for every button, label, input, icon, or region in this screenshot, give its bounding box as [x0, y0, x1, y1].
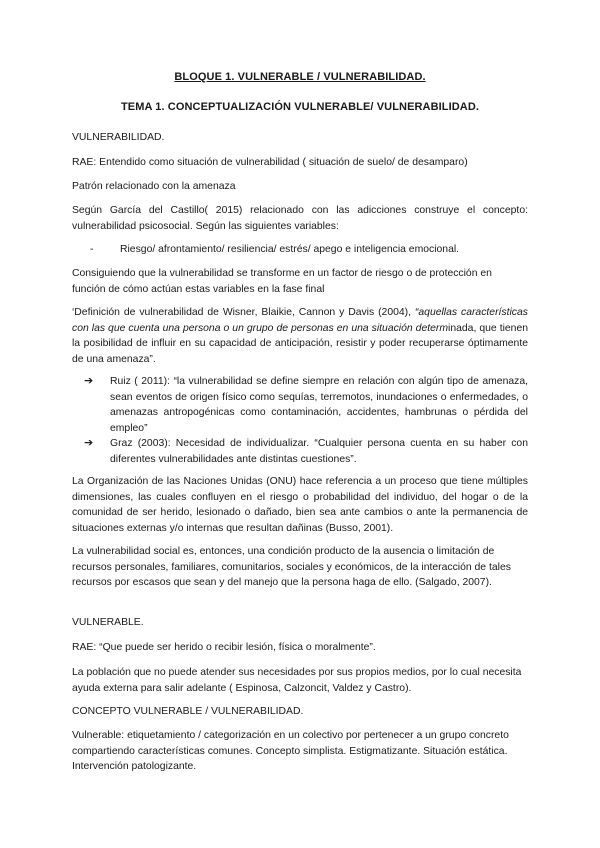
- section-title-vulnerable: VULNERABLE.: [72, 617, 144, 628]
- ruiz-text: Ruiz ( 2011): “la vulnerabilidad se define siempre en relación con algún tipo de amenaza, sean eventos de origen físico como sequías, terremotos, inundaciones o enfermedades, o amenazas antropogénicas como contaminación, accidentes, hambrunas o pérdida del empleo”: [110, 376, 528, 434]
- section-title-vulnerabilidad: VULNERABILIDAD.: [72, 132, 165, 143]
- dash-bullet-icon: -: [90, 244, 94, 255]
- rae-vulnerable-paragraph: RAE: “Que puede ser herido o recibir lesión, física o moralmente”.: [72, 642, 376, 653]
- social-paragraph: La vulnerabilidad social es, entonces, una condición producto de la ausencia o limitación de recursos personales, familiares, comunitarios, sociales y económicos, de la interacción de tales recursos por escasos que sean y del manejo que la persona haga de ello. (Salgado, 2007).: [72, 546, 511, 589]
- rae-vulnerabilidad-paragraph: RAE: Entendido como situación de vulnerabilidad ( situación de suelo/ de desamparo): [72, 157, 468, 168]
- onu-paragraph: La Organización de las Naciones Unidas (ONU) hace referencia a un proceso que tiene múltiples dimensiones, las cuales confluyen en el riesgo o probabilidad del individuo, del hogar o de la comunidad de ser herido, lesionado o dañado, bien sea ante cambios o ante la permanencia de situaciones externas y/o internas que resultan dañinas (Busso, 2001).: [72, 476, 528, 534]
- patron-paragraph: Patrón relacionado con la amenaza: [72, 181, 236, 192]
- wisner-prefix: ‘Definición de vulnerabilidad de Wisner, Blaikie, Cannon y Davis (2004),: [72, 307, 415, 318]
- wisner-quote: “aquellas características con las que cuenta una persona o un grupo de personas en una situación determ: [72, 307, 528, 334]
- arrow-item-graz: [84, 436, 528, 467]
- vulnerable-definition-paragraph: Vulnerable: etiquetamiento / categorización en un colectivo por pertenecer a un grupo concreto compartiendo características comunes. Concepto simplista. Estigmatizante. Situación estática. Intervención patologizante.: [72, 730, 509, 773]
- bullet-variables: [90, 242, 528, 258]
- topic-heading: TEMA 1. CONCEPTUALIZACIÓN VULNERABLE/ VULNERABILIDAD.: [120, 101, 480, 113]
- garcia-paragraph: Según García del Castillo( 2015) relacionado con las adicciones construye el concepto: vulnerabilidad psicosocial. Según las siguientes variables:: [72, 205, 528, 232]
- arrow-item-ruiz: [84, 374, 528, 436]
- arrow-right-icon: ➔: [84, 375, 94, 387]
- bullet-variables-text: Riesgo/ afrontamiento/ resiliencia/ estrés/ apego e inteligencia emocional.: [120, 244, 460, 255]
- block-heading: BLOQUE 1. VULNERABLE / VULNERABILIDAD.: [174, 71, 426, 83]
- arrow-right-icon: ➔: [84, 437, 94, 449]
- wisner-suffix: inada, que tienen la posibilidad de influir en su capacidad de anticipación, resistir y poder recuperarse óptimamente de una amenaza”.: [72, 322, 529, 365]
- graz-text: Graz (2003): Necesidad de individualizar. “Cualquier persona cuenta en su haber con diferentes vulnerabilidades ante distintas cuestiones”.: [110, 438, 528, 465]
- poblacion-paragraph: La población que no puede atender sus necesidades por sus propios medios, por lo cual necesita ayuda externa para salir adelante ( Espinosa, Calzoncit, Valdez y Castro).: [72, 667, 522, 694]
- wisner-paragraph: [72, 305, 528, 367]
- consiguiendo-paragraph: Consiguiendo que la vulnerabilidad se transforme en un factor de riesgo o de protección en función de cómo actúan estas variables en la fase final: [72, 268, 492, 295]
- section-title-concepto: CONCEPTO VULNERABLE / VULNERABILIDAD.: [72, 706, 304, 717]
